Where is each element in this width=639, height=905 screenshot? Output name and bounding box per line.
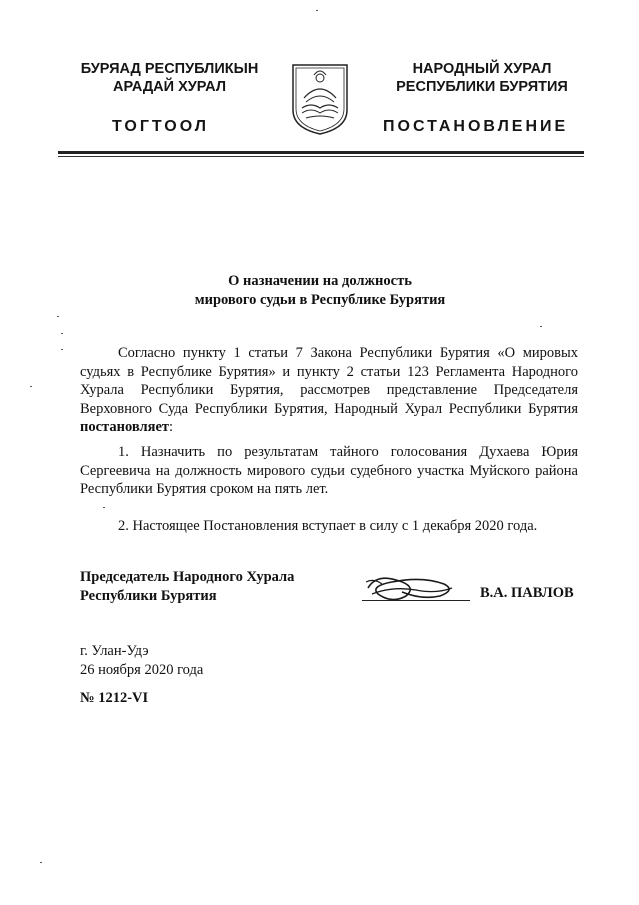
signature-line (362, 600, 470, 601)
title-line2: мирового судьи в Республике Бурятия (194, 292, 446, 308)
signatory-title-line2: Республики Бурятия (80, 588, 217, 604)
paragraph-preamble (80, 344, 578, 437)
scan-speck (61, 349, 63, 350)
scan-speck (57, 316, 59, 317)
header-right-word: ПОСТАНОВЛЕНИЕ (383, 118, 569, 135)
header-left-line1: БУРЯАД РЕСПУБЛИКЫН (80, 61, 259, 77)
signatory-name: В.А. ПАВЛОВ (480, 585, 574, 601)
document-title (100, 272, 540, 310)
header-left-word: ТОГТООЛ (112, 118, 209, 135)
place-date: 26 ноября 2020 года (80, 662, 204, 678)
paragraph-item-2 (80, 517, 578, 536)
header-divider-thin (58, 156, 584, 157)
scan-speck (103, 507, 105, 508)
preamble-resolves: постановляет (80, 419, 170, 435)
header-right-line2: РЕСПУБЛИКИ БУРЯТИЯ (396, 79, 568, 95)
preamble-colon: : (169, 419, 174, 435)
place-city: г. Улан-Удэ (80, 643, 149, 659)
coat-of-arms-emblem (290, 62, 350, 136)
document-number: № 1212-VI (80, 690, 149, 706)
item-1-text: 1. Назначить по результатам тайного голосования Духаева Юрия Сергеевича на должность мирового судьи судебного участка Муйского района Республики Бурятия сроком на пять лет. (80, 444, 578, 497)
preamble-text: Согласно пункту 1 статьи 7 Закона Республики Бурятия «О мировых судьях в Республике Бурятия» и пункту 2 статьи 123 Регламента Народного Хурала Республики Бурятия, рассмотрев представление Председателя Верховного Суда Республики Бурятия, Народный Хурал Республики Бурятия (80, 345, 578, 417)
scan-speck (40, 862, 42, 863)
scan-speck (316, 10, 318, 11)
header-left (62, 60, 277, 96)
paragraph-item-1 (80, 443, 578, 499)
scan-speck (61, 333, 63, 334)
header-left-line2: АРАДАЙ ХУРАЛ (112, 79, 227, 95)
item-2-text: 2. Настоящее Постановления вступает в силу с 1 декабря 2020 года. (118, 518, 538, 534)
place-and-date (80, 642, 203, 680)
handwritten-signature (362, 568, 462, 608)
title-line1: О назначении на должность (228, 273, 412, 289)
header-right (372, 60, 592, 96)
signatory-title (80, 568, 294, 606)
header-right-line1: НАРОДНЫЙ ХУРАЛ (412, 61, 552, 77)
scan-speck (30, 386, 32, 387)
header-divider-thick (58, 151, 584, 154)
scan-speck (540, 326, 542, 327)
signatory-title-line1: Председатель Народного Хурала (80, 569, 295, 585)
